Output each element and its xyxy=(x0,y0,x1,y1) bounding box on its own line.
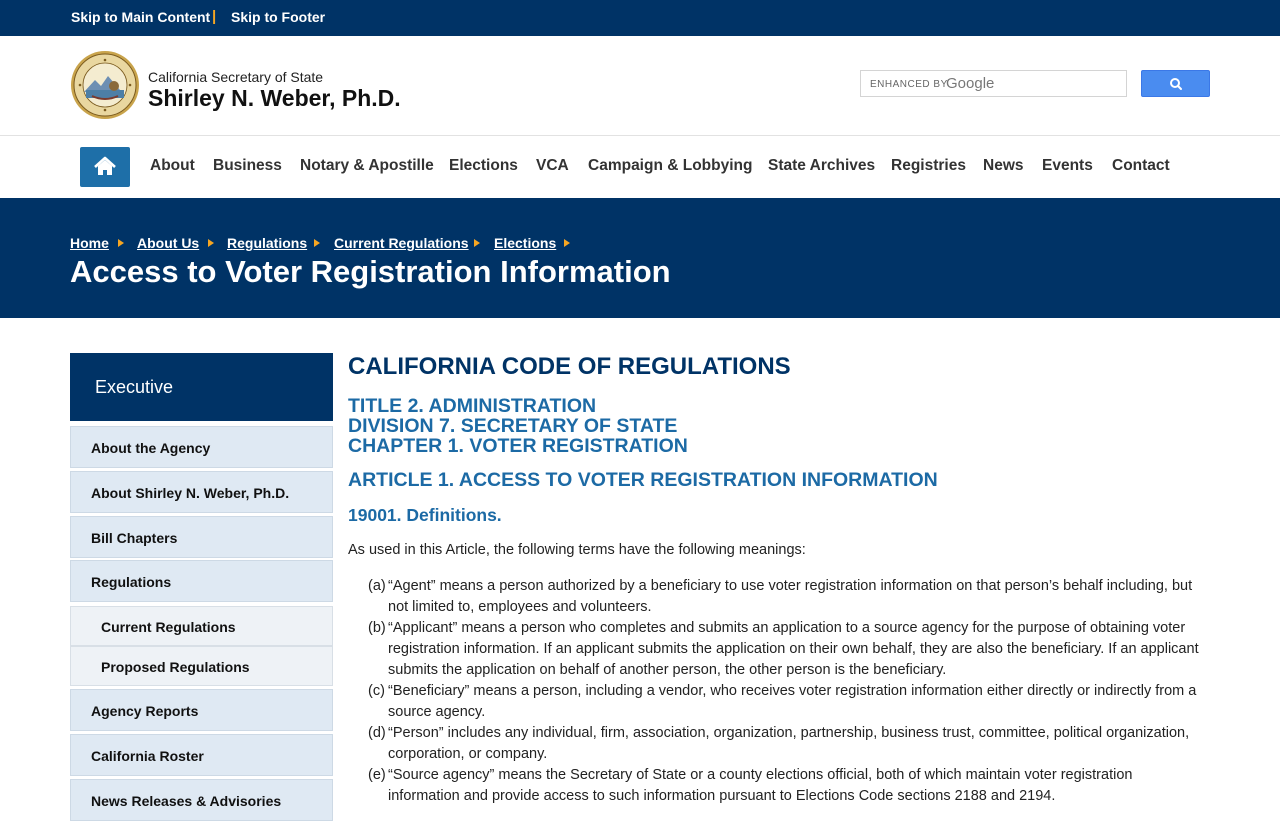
definition-item xyxy=(368,765,1208,807)
chapter-line: CHAPTER 1. VOTER REGISTRATION xyxy=(348,435,688,457)
site-header xyxy=(0,36,1280,136)
sidebar-heading[interactable] xyxy=(70,353,333,421)
definition-marker: (d) xyxy=(368,725,386,741)
definition-marker: (a) xyxy=(368,578,386,594)
nav-news[interactable]: News xyxy=(983,157,1024,174)
sidebar-item-label: Regulations xyxy=(91,574,172,590)
nav-registries[interactable]: Registries xyxy=(891,157,966,174)
section-heading: 19001. Definitions. xyxy=(348,505,502,525)
definition-item xyxy=(368,723,1208,765)
definition-text: “Beneficiary” means a person, including a vendor, who receives voter registration information either directly or indirectly from a source agency. xyxy=(388,683,1197,720)
search-icon xyxy=(1142,71,1211,98)
sidebar-subitem-proposed-regulations[interactable] xyxy=(70,646,333,686)
article-heading: ARTICLE 1. ACCESS TO VOTER REGISTRATION INFORMATION xyxy=(348,469,938,491)
breadcrumb-about-us[interactable]: About Us xyxy=(137,235,200,251)
definition-marker: (c) xyxy=(368,683,385,699)
breadcrumb-arrow-icon xyxy=(474,239,480,247)
sidebar-item-label: News Releases & Advisories xyxy=(91,793,282,809)
definition-item xyxy=(368,618,1208,681)
breadcrumb-home[interactable]: Home xyxy=(70,235,109,251)
sidebar-item-california-roster[interactable] xyxy=(70,734,333,776)
sidebar-item-agency-reports[interactable] xyxy=(70,689,333,731)
sidebar-item-news-releases[interactable] xyxy=(70,779,333,821)
sidebar-item-label: California Roster xyxy=(91,748,204,764)
nav-events[interactable]: Events xyxy=(1042,157,1093,174)
division-line: DIVISION 7. SECRETARY OF STATE xyxy=(348,415,678,437)
nav-notary-apostille[interactable]: Notary & Apostille xyxy=(300,157,434,174)
main-nav xyxy=(0,137,1280,198)
definitions-list xyxy=(368,576,1208,807)
skip-separator: | xyxy=(212,8,217,25)
definition-text: “Applicant” means a person who completes and submits an application to a source agency for the purpose of obtaining voter registration information. If an applicant submits the application on their own behalf, they are also the beneficiary. If an applicant submits the application on behalf of another person, the other person is the beneficiary. xyxy=(388,620,1199,678)
sidebar-item-regulations[interactable] xyxy=(70,560,333,602)
sidebar-item-bill-chapters[interactable] xyxy=(70,516,333,558)
breadcrumb-elections[interactable]: Elections xyxy=(494,235,557,251)
title-line: TITLE 2. ADMINISTRATION xyxy=(348,395,597,417)
sidebar-item-about-weber[interactable] xyxy=(70,471,333,513)
search-button[interactable] xyxy=(1141,70,1210,97)
nav-elections[interactable]: Elections xyxy=(449,157,518,174)
breadcrumb-arrow-icon xyxy=(208,239,214,247)
definition-text: “Person” includes any individual, firm, association, organization, partnership, business trust, committee, political organization, corporation, or company. xyxy=(388,725,1190,762)
sidebar-subitem-current-regulations[interactable] xyxy=(70,606,333,646)
search-enhanced-label: ENHANCED BY xyxy=(870,79,948,90)
state-seal-logo[interactable] xyxy=(70,50,140,120)
home-icon xyxy=(80,147,130,187)
breadcrumb-arrow-icon xyxy=(564,239,570,247)
search-input[interactable] xyxy=(860,70,1127,97)
breadcrumb-regulations[interactable]: Regulations xyxy=(227,235,308,251)
sidebar-item-label: Agency Reports xyxy=(91,703,199,719)
nav-vca[interactable]: VCA xyxy=(536,157,569,174)
nav-state-archives[interactable]: State Archives xyxy=(768,157,876,174)
nav-business[interactable]: Business xyxy=(213,157,282,174)
breadcrumb-arrow-icon xyxy=(118,239,124,247)
sidebar-item-label: About the Agency xyxy=(91,440,211,456)
skip-bar xyxy=(0,0,1280,36)
skip-to-main-link[interactable]: Skip to Main Content xyxy=(71,9,211,25)
breadcrumb-current-regulations[interactable]: Current Regulations xyxy=(334,235,469,251)
sidebar-item-label: Bill Chapters xyxy=(91,530,178,546)
definition-item xyxy=(368,681,1208,723)
agency-name[interactable]: California Secretary of State xyxy=(148,69,324,85)
search-google-label: Google xyxy=(946,75,995,92)
regulations-heading: CALIFORNIA CODE OF REGULATIONS xyxy=(348,353,791,380)
page-banner xyxy=(0,198,1280,318)
sidebar-heading-label: Executive xyxy=(95,377,174,397)
definition-item xyxy=(368,576,1208,618)
secretary-name[interactable]: Shirley N. Weber, Ph.D. xyxy=(148,85,401,111)
page-title: Access to Voter Registration Information xyxy=(70,254,671,289)
sidebar-subitem-label: Proposed Regulations xyxy=(101,659,250,675)
definition-marker: (b) xyxy=(368,620,386,636)
skip-to-footer-link[interactable]: Skip to Footer xyxy=(231,9,326,25)
sidebar-item-about-agency[interactable] xyxy=(70,426,333,468)
breadcrumb-arrow-icon xyxy=(314,239,320,247)
nav-contact[interactable]: Contact xyxy=(1112,157,1170,174)
definition-marker: (e) xyxy=(368,767,386,783)
sidebar-item-label: About Shirley N. Weber, Ph.D. xyxy=(91,485,290,501)
intro-paragraph: As used in this Article, the following terms have the following meanings: xyxy=(348,542,806,558)
definition-text: “Agent” means a person authorized by a beneficiary to use voter registration information on that person’s behalf including, but not limited to, employees and volunteers. xyxy=(388,578,1193,615)
nav-campaign-lobbying[interactable]: Campaign & Lobbying xyxy=(588,157,753,174)
home-button[interactable] xyxy=(80,147,130,187)
sidebar-subitem-label: Current Regulations xyxy=(101,619,236,635)
nav-about[interactable]: About xyxy=(150,157,195,174)
definition-text: “Source agency” means the Secretary of State or a county elections official, both of which maintain voter registration information and provide access to such information pursuant to Elections Code sections 2188 and 2194. xyxy=(388,767,1133,804)
